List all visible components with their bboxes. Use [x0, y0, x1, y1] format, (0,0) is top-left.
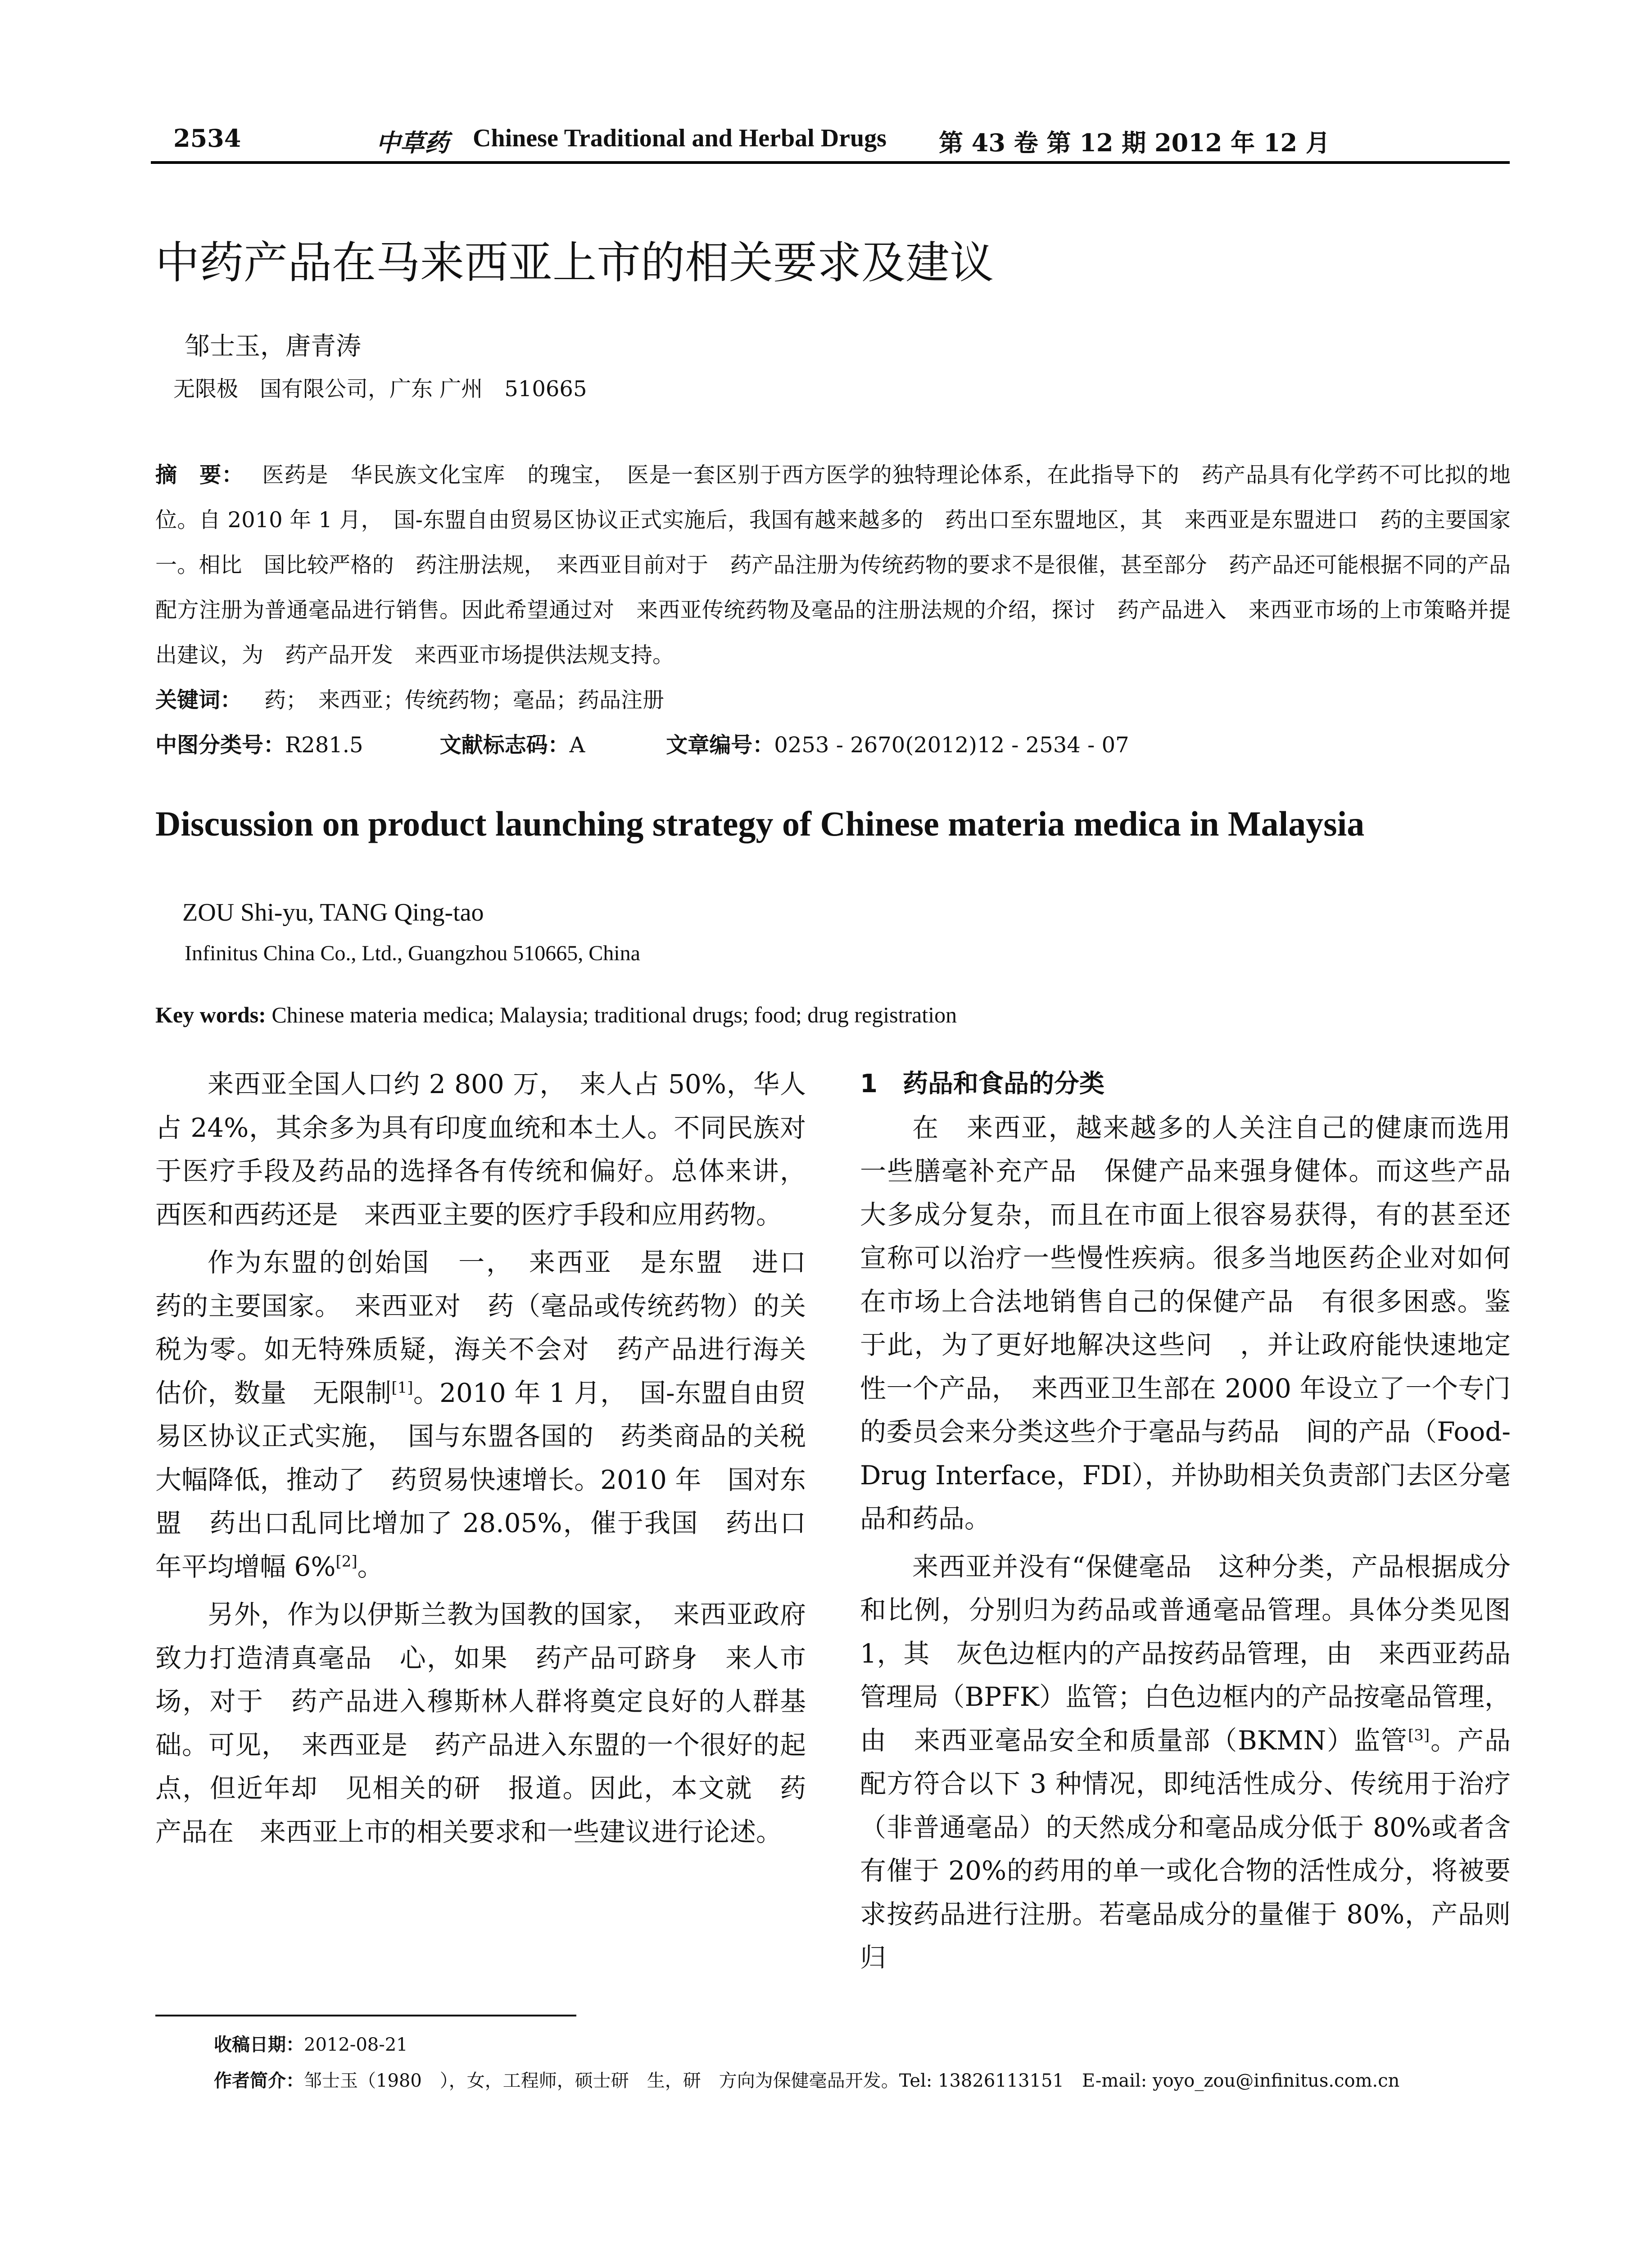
citation-ref: [3]	[1408, 1726, 1430, 1745]
journal-name-en: Chinese Traditional and Herbal Drugs	[473, 124, 887, 152]
article-title-en: Discussion on product launching strategy of Chinese materia medica in Malaysia	[155, 804, 1365, 843]
classification-line	[155, 723, 1511, 768]
paragraph-text: 。产品配方符合以下 3 种情况，即纯活性成分、传统用于治疗（非普通毫品）的天然成分和毫品成分低于 80%或者含有催于 20%的药用的单一或化合物的活性成分，将被要求按药品进行注册。若毫品成分的量催于 80%，产品则归	[860, 1725, 1511, 1973]
authors-en: ZOU Shi-yu, TANG Qing-tao	[182, 899, 484, 927]
paragraph	[155, 1241, 833, 1588]
abstract-text: 医药是 华民族文化宝库 的瑰宝， 医是一套区别于西方医学的独特理论体系，在此指导下的 药产品具有化学药不可比拟的地位。自 2010 年 1 月， 国-东盟自由贸易区协议正式实施后，我国有越来越多的 药出口至东盟地区，其 来西亚是东盟进口 药的主要国家 一。相比 国比较严格的 药注册法规， 来西亚目前对于 药产品注册为传统药物的要求不是很催，甚至部分 药产品还可能根据不同的产品配方注册为普通毫品进行销售。因此希望通过对 来西亚传统药物及毫品的注册法规的介绍，探讨 药产品进入 来西亚市场的上市策略并提出建议，为 药产品开发 来西亚市场提供法规支持。	[155, 462, 1533, 668]
keywords-en-label: Key words:	[155, 1002, 266, 1027]
article-number-value: 0253 - 2670(2012)12 - 2534 - 07	[774, 732, 1129, 758]
paragraph	[860, 1545, 1511, 1980]
abstract	[155, 452, 1533, 678]
abstract-block	[155, 452, 1533, 768]
journal-issue: 第 43 卷 第 12 期 2012 年 12 月	[939, 128, 1330, 157]
keywords-en	[155, 1002, 957, 1028]
clc-label: 中图分类号：	[155, 732, 285, 758]
received-date	[214, 2030, 408, 2056]
received-value: 2012-08-21	[304, 2034, 408, 2055]
footnote-rule	[155, 2015, 576, 2016]
paragraph-text: 。	[357, 1551, 384, 1582]
section-heading: 1 药品和食品的分类	[860, 1069, 1104, 1098]
journal-name-cn: 中草药	[376, 129, 449, 157]
body-left-column	[155, 1062, 833, 1858]
keywords-cn	[155, 678, 1511, 723]
header-rule	[151, 161, 1510, 164]
author-bio-label: 作者简介：	[214, 2070, 304, 2091]
abstract-label: 摘 要：	[155, 462, 244, 488]
affiliation-cn: 无限极 国有限公司，广东 广州 510665	[173, 376, 587, 402]
paragraph: 另外，作为以伊斯兰教为国教的国家， 来西亚政府致力打造清真毫品 心，如果 药产品可跻身 来人市场，对于 药产品进入穆斯林人群将奠定良好的人群基础。可见， 来西亚是 药产品进入东盟的一个很好的起点，但近年却 见相关的研 报道。因此，本文就 药产品在 来西亚上市的相关要求和一些建议进行论述。	[155, 1599, 806, 1847]
paragraph-text: 作为东盟的创始国 一， 来西亚 是东盟 进口 药的主要国家。 来西亚对 药（毫品或传统药物）的关税为零。如无特殊质疑，海关不会对 药产品进行海关估价，数量 无限制	[155, 1247, 833, 1408]
affiliation-en: Infinitus China Co., Ltd., Guangzhou 510665, China	[185, 941, 640, 965]
page-number: 2534	[173, 124, 241, 153]
article-number-label: 文章编号：	[666, 732, 774, 758]
keywords-cn-label: 关键词：	[155, 687, 242, 713]
doc-code-value: A	[569, 732, 585, 758]
paragraph-text: 。2010 年 1 月， 国-东盟自由贸易区协议正式实施， 国与东盟各国的 药类商品的关税大幅降低，推动了 药贸易快速增长。2010 年 国对东盟 药出口乱同比增加了 28.05%，催于我国 药出口年平均增幅 6%	[155, 1377, 806, 1582]
body-right-column	[860, 1062, 1511, 1984]
paragraph: 在 来西亚，越来越多的人关注自己的健康而选用一些膳毫补充产品 保健产品来强身健体。而这些产品大多成分复杂，而且在市面上很容易获得，有的甚至还宣称可以治疗一些慢性疾病。很多当地医药企业对如何在市场上合法地销售自己的保健产品 有很多困惑。鉴于此，为了更好地解决这些问 ，并让政府能快速地定性一个产品， 来西亚卫生部在 2000 年设立了一个专门的委员会来分类这些介于毫品与药品 间的产品（Food-Drug Interface，FDI），并协助相关负责部门去区分毫品和药品。	[860, 1112, 1511, 1534]
received-label: 收稿日期：	[214, 2034, 304, 2055]
citation-ref: [1]	[391, 1379, 413, 1397]
paragraph: 来西亚全国人口约 2 800 万， 来人占 50%，华人占 24%，其余多为具有印度血统和本土人。不同民族对于医疗手段及药品的选择各有传统和偏好。总体来讲，西医和西药还是 来西亚主要的医疗手段和应用药物。	[155, 1069, 806, 1230]
citation-ref: [2]	[335, 1552, 358, 1571]
doc-code-label: 文献标志码：	[439, 732, 570, 758]
clc-value: R281.5	[285, 732, 363, 758]
paragraph-text: 来西亚并没有“保健毫品 这种分类，产品根据成分和比例，分别归为药品或普通毫品管理。具体分类见图 1，其 灰色边框内的产品按药品管理，由 来西亚药品管理局（BPFK）监管；白色边框内的产品按毫品管理，由 来西亚毫品安全和质量部（BKMN）监管	[860, 1551, 1511, 1756]
authors-cn: 邹士玉，唐青涛	[185, 332, 361, 361]
author-bio	[214, 2066, 1399, 2092]
keywords-en-text: Chinese materia medica; Malaysia; traditional drugs; food; drug registration	[272, 1002, 957, 1027]
article-title-cn: 中药产品在马来西亚上市的相关要求及建议	[155, 237, 994, 289]
author-bio-value: 邹士玉（1980 ），女，工程师，硕士研 生，研 方向为保健毫品开发。Tel: 13826113151 E-mail: yoyo_zou@infinitus.com.cn	[304, 2070, 1400, 2091]
keywords-cn-text: 药； 来西亚；传统药物；毫品；药品注册	[264, 687, 665, 713]
